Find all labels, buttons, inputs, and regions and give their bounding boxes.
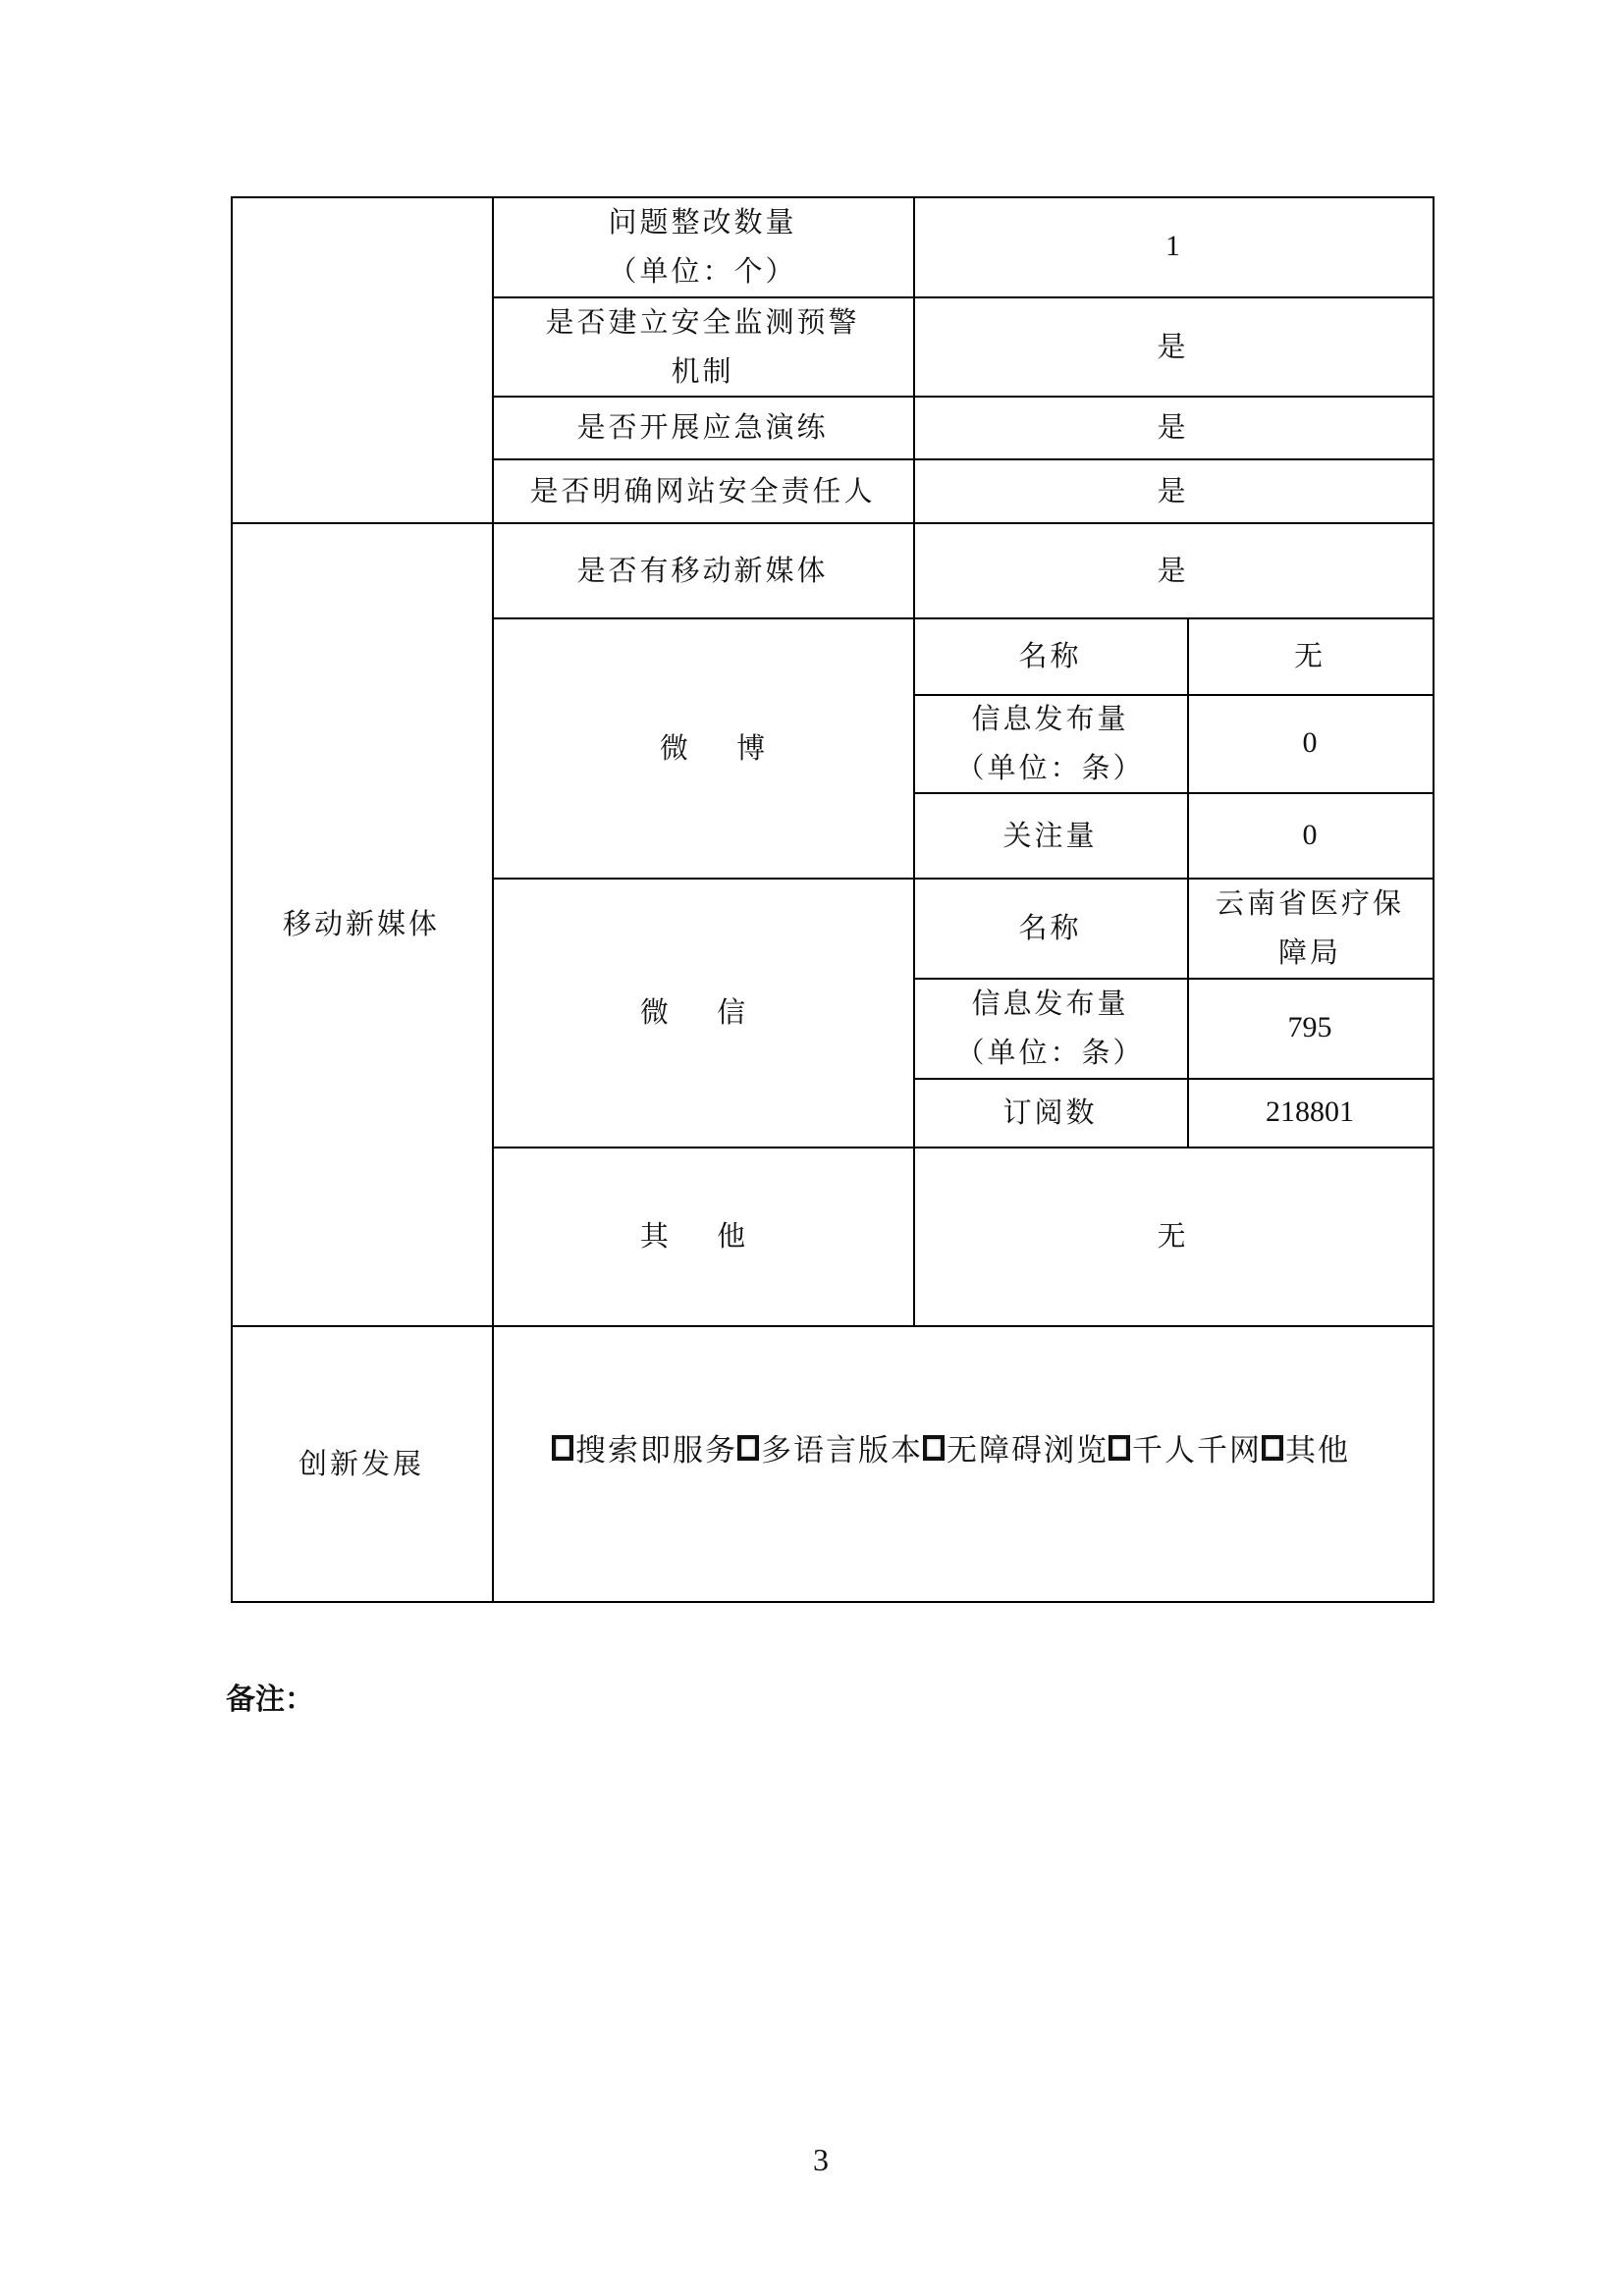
option-other[interactable]: 其他 — [1262, 1425, 1350, 1469]
name-line2: 障局 — [1277, 935, 1341, 969]
value-monitoring-mechanism: 是 — [1157, 329, 1189, 363]
item-has-mobile-media: 是否有移动新媒体 — [576, 553, 829, 587]
security-section-label — [231, 196, 492, 522]
value-has-mobile-media: 是 — [1157, 553, 1189, 587]
wechat-subscribers-label: 订阅数 — [1002, 1095, 1098, 1129]
wechat-posts-value: 795 — [1287, 1011, 1332, 1043]
wechat-name-label: 名称 — [1018, 911, 1082, 944]
weibo-posts-label — [913, 694, 1187, 792]
weibo-label: 微 博 — [659, 730, 785, 765]
item-security-officer: 是否明确网站安全责任人 — [529, 473, 876, 507]
page-number: 3 — [813, 2142, 829, 2177]
mobile-section-label: 移动新媒体 — [282, 907, 440, 940]
item-label-cont: 机制 — [671, 353, 734, 388]
checkbox-icon[interactable] — [1109, 1435, 1130, 1461]
value-rectification-count: 1 — [1165, 230, 1180, 262]
posts-unit: （单位：条） — [955, 751, 1145, 784]
item-rectification-count — [492, 196, 913, 296]
checkbox-icon[interactable] — [552, 1435, 573, 1461]
option-search-as-service[interactable]: 搜索即服务 — [552, 1425, 737, 1469]
weibo-followers-label: 关注量 — [1002, 818, 1098, 852]
item-unit: （单位：个） — [608, 254, 797, 288]
other-media-label: 其 他 — [639, 1219, 766, 1253]
value-security-officer: 是 — [1157, 473, 1189, 507]
item-emergency-drill: 是否开展应急演练 — [576, 410, 829, 444]
table-border-bottom — [231, 1601, 1435, 1603]
checkbox-icon[interactable] — [1262, 1435, 1283, 1461]
value-emergency-drill: 是 — [1157, 410, 1189, 444]
wechat-name-value — [1187, 878, 1433, 978]
weibo-followers-value: 0 — [1302, 818, 1318, 851]
wechat-label: 微 信 — [639, 995, 766, 1029]
weibo-posts-value: 0 — [1302, 726, 1318, 759]
checkbox-icon[interactable] — [923, 1435, 945, 1461]
option-personalized[interactable]: 千人千网 — [1109, 1425, 1262, 1469]
option-multilingual[interactable]: 多语言版本 — [737, 1425, 923, 1469]
weibo-name-label: 名称 — [1018, 639, 1082, 672]
posts-label: 信息发布量 — [971, 702, 1129, 735]
checkbox-icon[interactable] — [737, 1435, 759, 1461]
posts-label: 信息发布量 — [971, 987, 1129, 1020]
wechat-posts-label — [913, 978, 1187, 1078]
other-media-value: 无 — [1157, 1219, 1189, 1253]
option-accessibility[interactable]: 无障碍浏览 — [923, 1425, 1109, 1469]
table-border-right — [1433, 196, 1435, 1603]
weibo-name-value: 无 — [1293, 639, 1326, 672]
posts-unit: （单位：条） — [955, 1036, 1145, 1069]
item-monitoring-mechanism — [492, 296, 913, 396]
name-line1: 云南省医疗保 — [1215, 886, 1404, 920]
note-label: 备注： — [226, 1682, 314, 1717]
innovation-section-label: 创新发展 — [298, 1446, 424, 1480]
item-label: 是否建立安全监测预警 — [545, 304, 860, 339]
wechat-subscribers-value: 218801 — [1266, 1095, 1354, 1128]
item-label: 问题整改数量 — [608, 205, 797, 239]
innovation-options — [552, 1425, 1350, 1469]
